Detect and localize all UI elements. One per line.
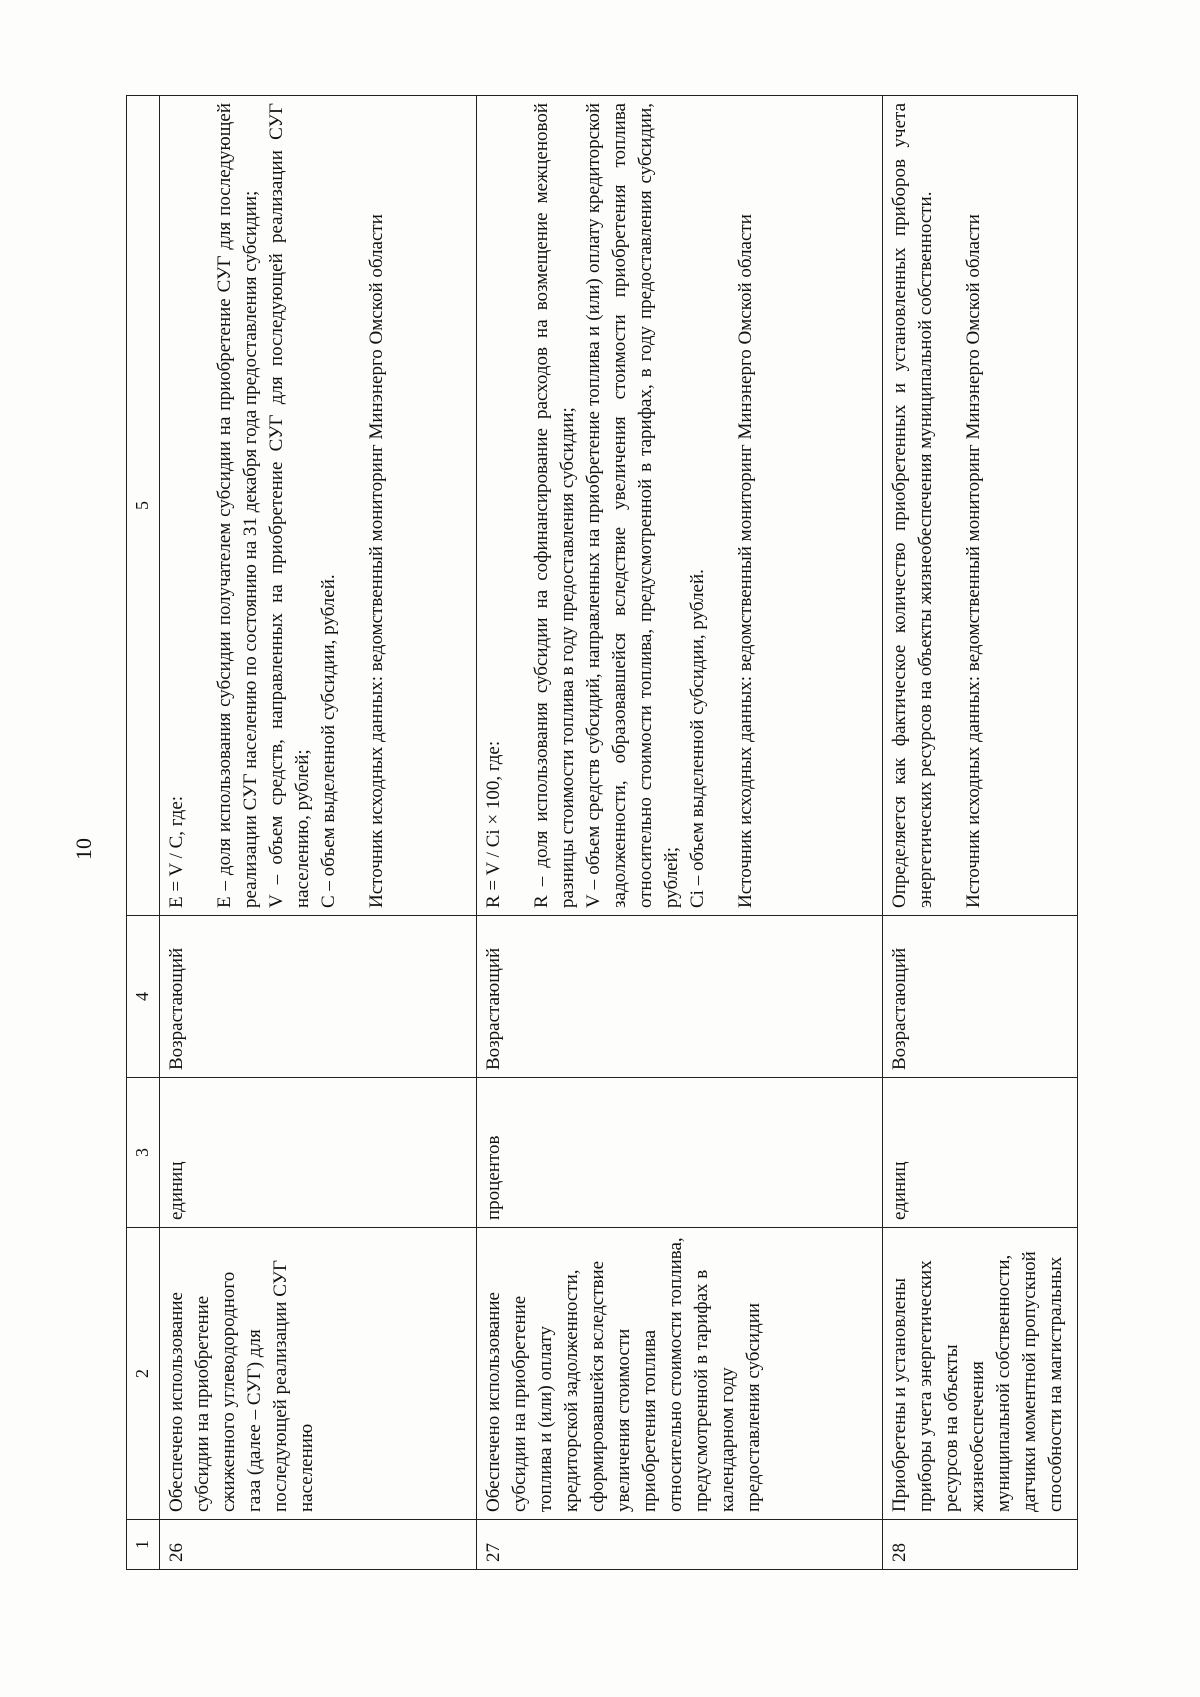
column-header: 1 [127, 1520, 160, 1570]
data-source: Источник исходных данных: ведомственный мониторинг Минэнерго Омской области [963, 214, 984, 908]
unit-cell: процентов [477, 1078, 883, 1228]
trend-cell: Возрастающий [160, 916, 477, 1078]
trend-cell: Возрастающий [477, 916, 883, 1078]
formula: R = V / Ci × 100, где: [483, 740, 504, 908]
table-row [477, 96, 883, 1570]
page-number: 10 [71, 838, 96, 860]
row-number: 26 [160, 1520, 477, 1570]
row-number: 28 [883, 1520, 1078, 1570]
table-row [160, 96, 477, 1570]
definition: V – объем средств, направленных на приобретение СУГ для последующей реализации СУГ населению, рублей; [266, 103, 313, 908]
indicator-name: Обеспечено использование субсидии на приобретение топлива и (или) оплату кредиторской задолженности, сформировавшейся вследствие увеличения стоимости приобретения топлива относительно стоимости топлива, предусмотренной в тарифах в календарном году предоставления субсидии [477, 1228, 883, 1520]
formula: E = V / C, где: [166, 795, 187, 908]
indicators-table [126, 95, 1078, 1570]
definition: Ci – объем выделенной субсидии, рублей. [687, 569, 708, 908]
table-header-row [127, 96, 160, 1570]
definition: E – доля использования субсидии получателем субсидии на приобретение СУГ для последующей реализации СУГ населению по состоянию на 31 декабря года предоставления субсидии; [214, 103, 261, 908]
data-source: Источник исходных данных: ведомственный мониторинг Минэнерго Омской области [366, 214, 387, 908]
table-row [883, 96, 1078, 1570]
method-cell [477, 96, 883, 916]
unit-cell: единиц [883, 1078, 1078, 1228]
column-header: 3 [127, 1078, 160, 1228]
unit-cell: единиц [160, 1078, 477, 1228]
method-cell [883, 96, 1078, 916]
indicator-name: Приобретены и установлены приборы учета энергетических ресурсов на объекты жизнеобеспечения муниципальной собственности, датчики моментной пропускной способности на магистральных [883, 1228, 1078, 1520]
definition: R – доля использования субсидии на софинансирование расходов на возмещение межценовой разницы стоимости топлива в году предоставления субсидии; [531, 103, 578, 908]
definition: C – объем выделенной субсидии, рублей. [318, 574, 339, 908]
definition: V – объем средств субсидий, направленных на приобретение топлива и (или) оплату кредиторской задолженности, образовавшейся вследствие увеличения стоимости приобретения топлива относительно стоимости топлива, предусмотренной в тарифах, в году предоставления субсидии, рублей; [583, 103, 682, 908]
formula: Определяется как фактическое количество приобретенных и установленных приборов учета энергетических ресурсов на объекты жизнеобеспечения муниципальной собственности. [889, 103, 936, 908]
rotated-page-content [126, 96, 1072, 1570]
method-cell [160, 96, 477, 916]
trend-cell: Возрастающий [883, 916, 1078, 1078]
column-header: 4 [127, 916, 160, 1078]
indicator-name: Обеспечено использование субсидии на приобретение сжиженного углеводородного газа (далее – СУГ) для последующей реализации СУГ населению [160, 1228, 477, 1520]
row-number: 27 [477, 1520, 883, 1570]
column-header: 5 [127, 96, 160, 916]
data-source: Источник исходных данных: ведомственный мониторинг Минэнерго Омской области [735, 214, 756, 908]
column-header: 2 [127, 1228, 160, 1520]
